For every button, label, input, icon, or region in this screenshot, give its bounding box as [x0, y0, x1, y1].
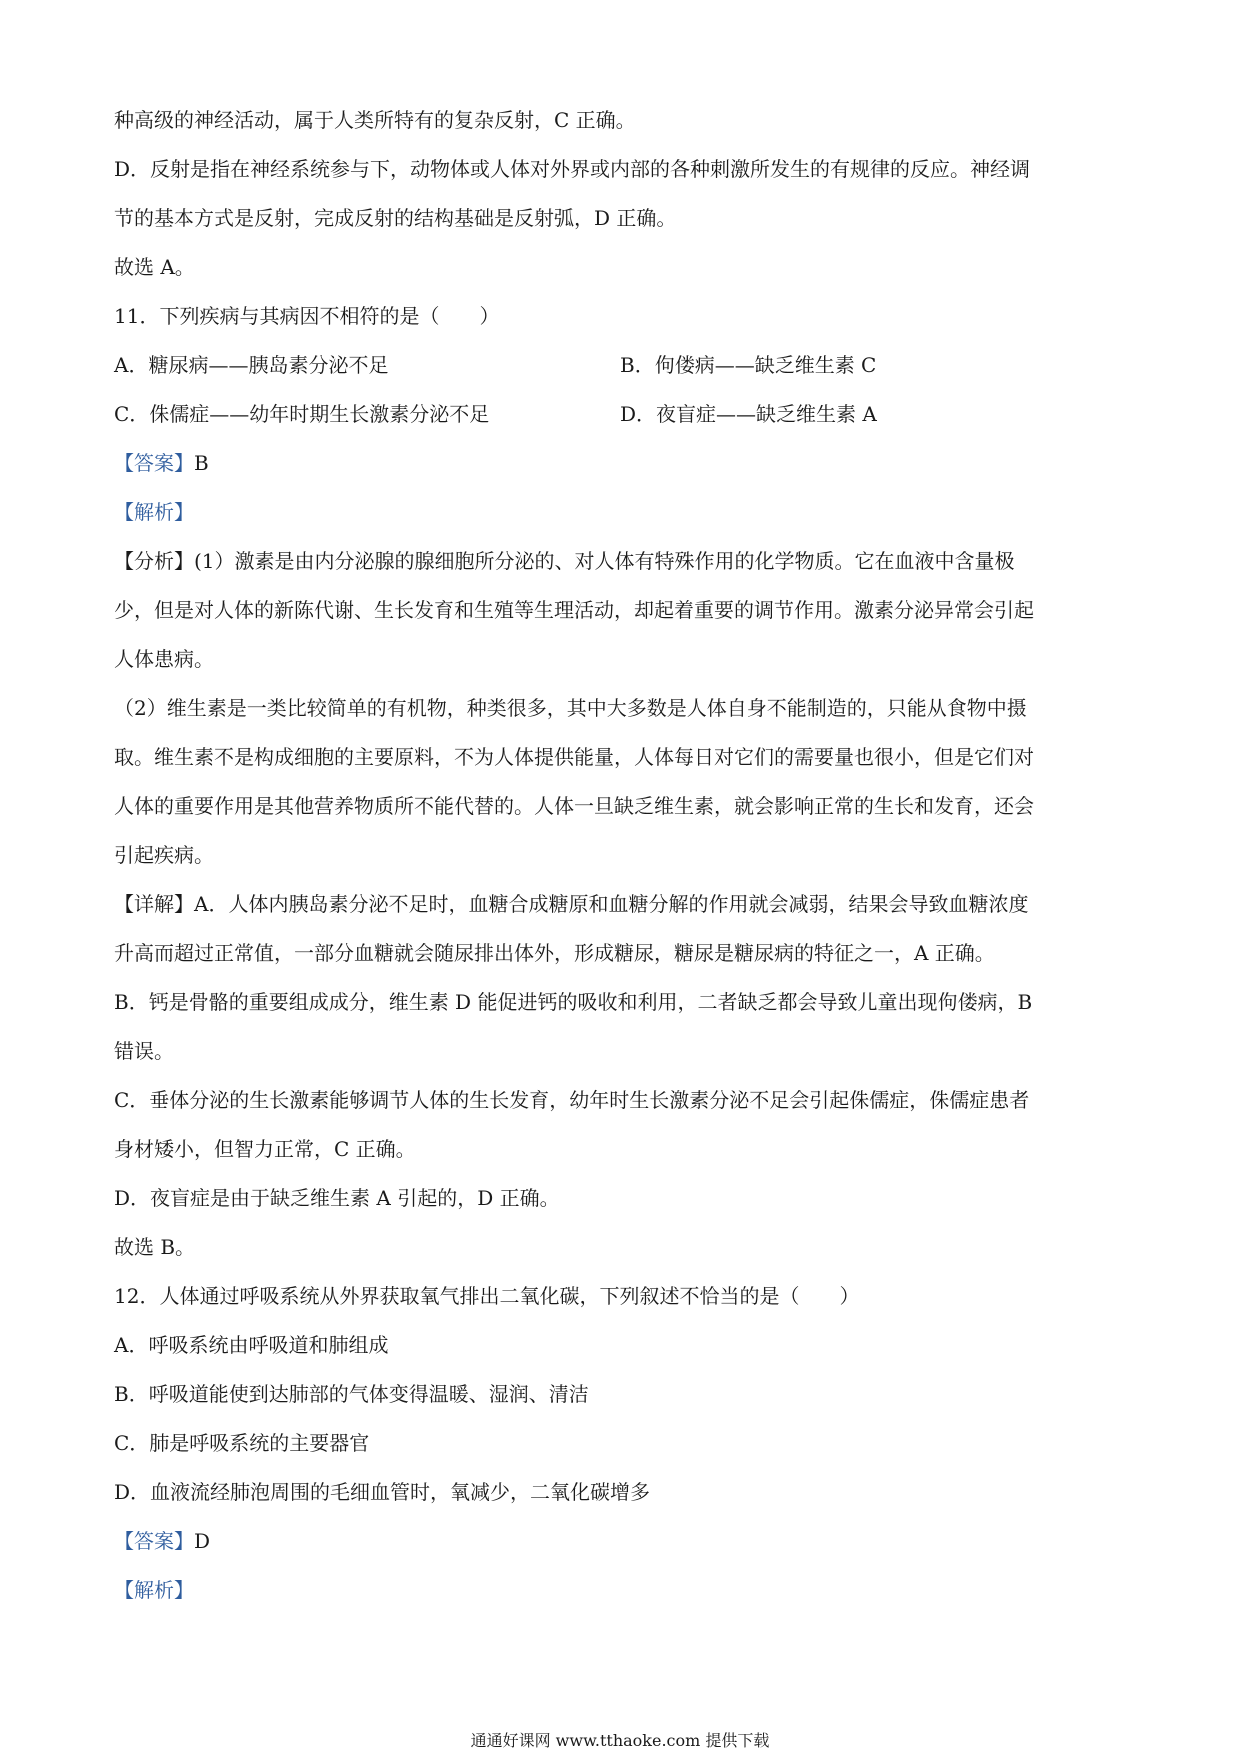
q12-option-a: A．呼吸系统由呼吸道和肺组成 [114, 1333, 389, 1357]
answer-tag: 【答案】 [114, 451, 194, 475]
text-line: 节的基本方式是反射，完成反射的结构基础是反射弧，D 正确。 [114, 206, 677, 230]
text-line: 种高级的神经活动，属于人类所特有的复杂反射，C 正确。 [114, 108, 636, 132]
q11-detail-line: 错误。 [114, 1039, 174, 1063]
fenxi-tag: 【分析】 [114, 549, 194, 573]
q11-detail-line: 升高而超过正常值，一部分血糖就会随尿排出体外，形成糖尿，糖尿是糖尿病的特征之一，A 正确。 [114, 941, 995, 965]
q11-answer [114, 449, 1134, 477]
analysis-text: (1）激素是由内分泌腺的腺细胞所分泌的、对人体有特殊作用的化学物质。它在血液中含量极 [194, 549, 1015, 573]
answer-value: B [194, 451, 209, 475]
question-12-stem: 12．人体通过呼吸系统从外界获取氧气排出二氧化碳，下列叙述不恰当的是（ ） [114, 1284, 860, 1308]
q12-option-d: D．血液流经肺泡周围的毛细血管时，氧减少，二氧化碳增多 [114, 1480, 651, 1504]
q11-detail-line: D．夜盲症是由于缺乏维生素 A 引起的，D 正确。 [114, 1186, 560, 1210]
q11-analysis-tag: 【解析】 [114, 500, 194, 524]
question-11-stem: 11．下列疾病与其病因不相符的是（ ） [114, 304, 500, 328]
q11-analysis-line: （2）维生素是一类比较简单的有机物，种类很多，其中大多数是人体自身不能制造的，只能从食物中摄 [114, 696, 1027, 720]
q11-analysis-line: 人体患病。 [114, 647, 214, 671]
q11-option-c: C．侏儒症——幼年时期生长激素分泌不足 [114, 402, 490, 426]
q11-detail-line: 身材矮小，但智力正常，C 正确。 [114, 1137, 416, 1161]
page-footer: 通通好课网 www.tthaoke.com 提供下载 [470, 1731, 770, 1750]
q11-analysis-line: 引起疾病。 [114, 843, 214, 867]
detail-text: A．人体内胰岛素分泌不足时，血糖合成糖原和血糖分解的作用就会减弱，结果会导致血糖浓度 [194, 892, 1029, 916]
answer-tag: 【答案】 [114, 1529, 194, 1553]
q11-analysis-line: 取。维生素不是构成细胞的主要原料，不为人体提供能量，人体每日对它们的需要量也很小，但是它们对 [114, 745, 1034, 769]
q11-option-d: D．夜盲症——缺乏维生素 A [620, 402, 877, 426]
q11-analysis-line: 少，但是对人体的新陈代谢、生长发育和生殖等生理活动，却起着重要的调节作用。激素分泌异常会引起 [114, 598, 1034, 622]
xiangjie-tag: 【详解】 [114, 892, 194, 916]
q11-analysis-line [114, 547, 1134, 575]
q11-option-a: A．糖尿病——胰岛素分泌不足 [114, 353, 389, 377]
q11-detail-line: 故选 B。 [114, 1235, 196, 1259]
q12-analysis-tag: 【解析】 [114, 1578, 194, 1602]
q12-option-c: C．肺是呼吸系统的主要器官 [114, 1431, 370, 1455]
q11-option-b: B．佝偻病——缺乏维生素 C [620, 353, 877, 377]
q11-detail-line: C．垂体分泌的生长激素能够调节人体的生长发育，幼年时生长激素分泌不足会引起侏儒症，侏儒症患者 [114, 1088, 1030, 1112]
text-line: D．反射是指在神经系统参与下，动物体或人体对外界或内部的各种刺激所发生的有规律的反应。神经调 [114, 157, 1031, 181]
answer-value: D [194, 1529, 211, 1553]
q12-option-b: B．呼吸道能使到达肺部的气体变得温暖、湿润、清洁 [114, 1382, 589, 1406]
text-line: 故选 A。 [114, 255, 195, 279]
q11-analysis-line: 人体的重要作用是其他营养物质所不能代替的。人体一旦缺乏维生素，就会影响正常的生长和发育，还会 [114, 794, 1034, 818]
q11-detail-line [114, 890, 1134, 918]
q12-answer [114, 1527, 1134, 1555]
q11-detail-line: B．钙是骨骼的重要组成成分，维生素 D 能促进钙的吸收和利用，二者缺乏都会导致儿童出现佝偻病，B [114, 990, 1033, 1014]
